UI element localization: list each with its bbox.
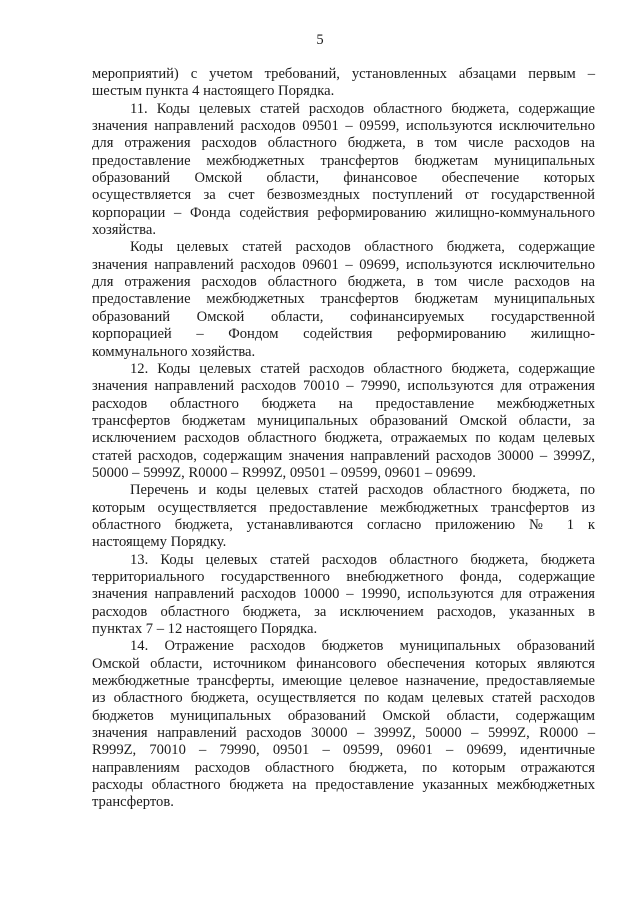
document-body — [92, 66, 595, 812]
text-line: для отражения расходов областного бюджета, в том числе расходов на — [92, 135, 595, 152]
text-line: из областного бюджета, осуществляется по кодам целевых статей расходов — [92, 690, 595, 707]
paragraph — [92, 638, 595, 811]
text-line: образований Омской области, финансовое обеспечение которых — [92, 170, 595, 187]
text-line: значения направлений расходов 70010 – 79990, используются для отражения — [92, 378, 595, 395]
text-line: исключением расходов областного бюджета, отражаемых по кодам целевых — [92, 430, 595, 447]
text-line: межбюджетные трансферты, имеющие целевое назначение, предоставляемые — [92, 673, 595, 690]
text-line: настоящему Порядку. — [92, 534, 227, 551]
text-line: хозяйства. — [92, 222, 157, 239]
text-line: статей расходов, содержащим значения направлений расходов 30000 – 3999Z, — [92, 447, 595, 464]
text-line: пунктах 7 – 12 настоящего Порядка. — [92, 621, 318, 637]
paragraph — [92, 239, 595, 360]
text-line: 13. Коды целевых статей расходов областного бюджета, бюджета — [130, 551, 595, 568]
text-line: 11. Коды целевых статей расходов областного бюджета, содержащие — [130, 100, 595, 117]
text-line: предоставление межбюджетных трансфертов бюджетам муниципальных — [92, 291, 595, 308]
text-line: трансфертов. — [92, 794, 174, 811]
text-line: которым осуществляется предоставление межбюджетных трансфертов из — [92, 499, 595, 516]
text-line: Перечень и коды целевых статей расходов областного бюджета, по — [130, 482, 595, 499]
text-line: образований Омской области, софинансируемых государственной — [92, 308, 595, 325]
text-line: корпорацией – Фондом содействия реформированию жилищно- — [92, 326, 595, 343]
paragraph — [92, 66, 595, 101]
text-line: коммунального хозяйства. — [92, 343, 256, 360]
text-line: шестым пункта 4 настоящего Порядка. — [92, 83, 335, 100]
text-line: территориального государственного внебюджетного фонда, содержащие — [92, 568, 595, 585]
text-line: R999Z, 70010 – 79990, 09501 – 09599, 09601 – 09699, идентичные — [92, 742, 595, 759]
text-line: Коды целевых статей расходов областного бюджета, содержащие — [130, 239, 595, 256]
paragraph — [92, 361, 595, 482]
text-line: направлениям расходов областного бюджета, по которым отражаются — [92, 759, 595, 776]
text-line: 50000 – 5999Z, R0000 – R999Z, 09501 – 09599, 09601 – 09699. — [92, 464, 476, 481]
text-line: бюджетов муниципальных образований Омской области, содержащим — [92, 707, 595, 724]
text-line: 12. Коды целевых статей расходов областного бюджета, содержащие — [130, 360, 595, 377]
text-line: значения направлений расходов 09601 – 09699, используются исключительно — [92, 256, 595, 273]
text-line: осуществляется за счет безвозмездных поступлений от государственной — [92, 187, 595, 204]
paragraph — [92, 552, 595, 639]
text-line: расходов областного бюджета, за исключением расходов, указанных в — [92, 603, 595, 620]
text-line: значения направлений расходов 09501 – 09599, используются исключительно — [92, 118, 595, 135]
paragraph — [92, 482, 595, 551]
text-line: трансфертов бюджетам муниципальных образований Омской области, за — [92, 412, 595, 429]
text-line: Омской области, источником финансового обеспечения которых являются — [92, 655, 595, 672]
text-line: значения направлений расходов 30000 – 3999Z, 50000 – 5999Z, R0000 – — [92, 725, 595, 742]
text-line: мероприятий) с учетом требований, установленных абзацами первым – — [92, 66, 595, 82]
text-line: расходы областного бюджета на предоставление указанных межбюджетных — [92, 777, 595, 794]
page-number: 5 — [316, 32, 324, 48]
text-line: для отражения расходов областного бюджета, в том числе расходов на — [92, 274, 595, 291]
paragraph — [92, 101, 595, 240]
text-line: 14. Отражение расходов бюджетов муниципальных образований — [130, 638, 595, 655]
text-line: значения направлений расходов 10000 – 19990, используются для отражения — [92, 586, 595, 603]
text-line: расходов областного бюджета на предоставление межбюджетных — [92, 395, 595, 412]
text-line: областного бюджета, устанавливаются согласно приложению № 1 к — [92, 516, 595, 533]
text-line: корпорации – Фонда содействия реформированию жилищно-коммунального — [92, 204, 595, 221]
text-line: предоставление межбюджетных трансфертов бюджетам муниципальных — [92, 152, 595, 169]
